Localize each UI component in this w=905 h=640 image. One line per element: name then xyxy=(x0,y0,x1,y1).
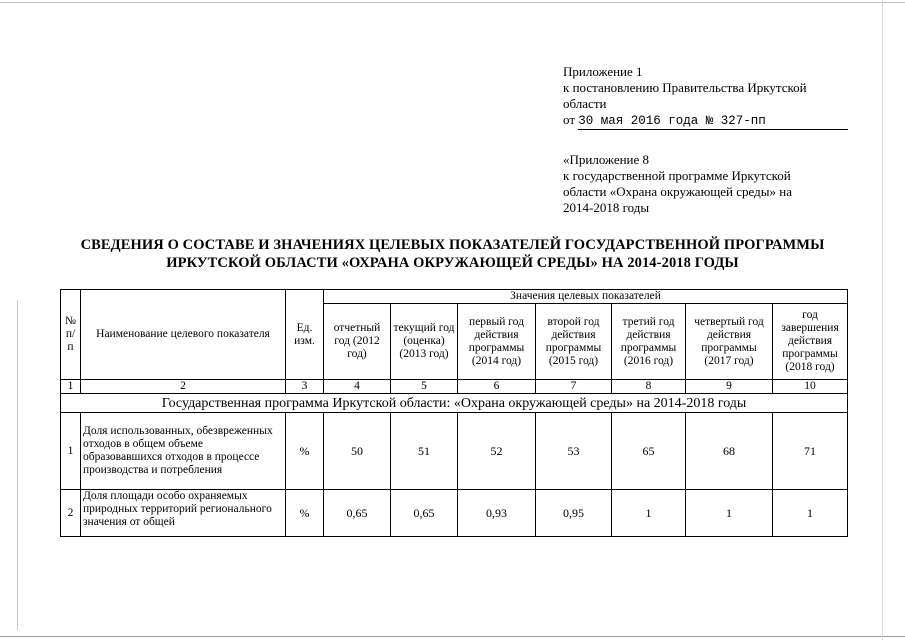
row-number: 2 xyxy=(61,490,81,537)
appendix-8-line2: к государственной программе Иркутской xyxy=(563,168,791,183)
value-2017: 68 xyxy=(686,413,773,490)
appendix-1-line3: области xyxy=(563,96,607,111)
column-number: 10 xyxy=(773,380,848,394)
page-edge-left xyxy=(17,300,18,630)
indicator-name: Доля использованных, обезвреженных отходов в общем объеме образовавшихся отходов в процессе производства и потребления xyxy=(81,413,286,490)
header-year-2016: третий год действия программы (2016 год) xyxy=(612,304,686,380)
value-2012: 0,65 xyxy=(324,490,391,537)
value-2014: 52 xyxy=(458,413,536,490)
column-numbers-row xyxy=(61,380,848,394)
value-2018: 71 xyxy=(773,413,848,490)
value-2015: 0,95 xyxy=(536,490,612,537)
decree-date-value: 30 мая 2016 года № 327-пп xyxy=(578,114,766,128)
column-number: 3 xyxy=(286,380,324,394)
page-edge-bottom xyxy=(0,636,905,637)
header-no: № п/п xyxy=(61,290,81,380)
column-number: 1 xyxy=(61,380,81,394)
header-name: Наименование целевого показателя xyxy=(81,290,286,380)
page-edge-right xyxy=(882,0,883,640)
table-row xyxy=(61,490,848,537)
appendix-8-line3: области «Охрана окружающей среды» на xyxy=(563,184,792,199)
indicators-table xyxy=(60,289,848,537)
value-2017: 1 xyxy=(686,490,773,537)
appendix-8-block xyxy=(563,152,863,216)
column-number: 5 xyxy=(391,380,458,394)
header-unit: Ед. изм. xyxy=(286,290,324,380)
column-number: 9 xyxy=(686,380,773,394)
value-2012: 50 xyxy=(324,413,391,490)
appendix-1-line1: Приложение 1 xyxy=(563,64,643,79)
value-2015: 53 xyxy=(536,413,612,490)
value-2013: 51 xyxy=(391,413,458,490)
column-number: 7 xyxy=(536,380,612,394)
document-title xyxy=(30,236,875,272)
program-row: Государственная программа Иркутской области: «Охрана окружающей среды» на 2014-2018 годы xyxy=(61,394,848,413)
indicator-unit: % xyxy=(286,413,324,490)
table-row xyxy=(61,413,848,490)
document-title-line2: ИРКУТСКОЙ ОБЛАСТИ «ОХРАНА ОКРУЖАЮЩЕЙ СРЕДЫ» НА 2014-2018 ГОДЫ xyxy=(166,255,739,271)
header-year-2014: первый год действия программы (2014 год) xyxy=(458,304,536,380)
appendix-8-line4: 2014-2018 годы xyxy=(563,200,650,215)
column-number: 6 xyxy=(458,380,536,394)
value-2018: 1 xyxy=(773,490,848,537)
page-edge-top xyxy=(0,2,905,3)
value-2014: 0,93 xyxy=(458,490,536,537)
decree-date-field xyxy=(578,112,848,130)
header-year-2018: год завершения действия программы (2018 год) xyxy=(773,304,848,380)
column-number: 4 xyxy=(324,380,391,394)
decree-date-prefix: от xyxy=(563,112,576,127)
row-number: 1 xyxy=(61,413,81,490)
appendix-1-block xyxy=(563,64,863,130)
column-number: 8 xyxy=(612,380,686,394)
header-year-2012: отчетный год (2012 год) xyxy=(324,304,391,380)
value-2016: 65 xyxy=(612,413,686,490)
header-year-2013: текущий год (оценка) (2013 год) xyxy=(391,304,458,380)
indicator-name: Доля площади особо охраняемых природных территорий регионального значения от общей xyxy=(81,490,286,537)
value-2016: 1 xyxy=(612,490,686,537)
decree-date-line xyxy=(563,112,863,130)
header-year-2015: второй год действия программы (2015 год) xyxy=(536,304,612,380)
header-values: Значения целевых показателей xyxy=(324,290,848,304)
appendix-8-line1: «Приложение 8 xyxy=(563,152,650,167)
indicator-unit: % xyxy=(286,490,324,537)
header-year-2017: четвертый год действия программы (2017 год) xyxy=(686,304,773,380)
value-2013: 0,65 xyxy=(391,490,458,537)
appendix-1-line2: к постановлению Правительства Иркутской xyxy=(563,80,807,95)
column-number: 2 xyxy=(81,380,286,394)
document-title-line1: СВЕДЕНИЯ О СОСТАВЕ И ЗНАЧЕНИЯХ ЦЕЛЕВЫХ ПОКАЗАТЕЛЕЙ ГОСУДАРСТВЕННОЙ ПРОГРАММЫ xyxy=(80,237,825,253)
